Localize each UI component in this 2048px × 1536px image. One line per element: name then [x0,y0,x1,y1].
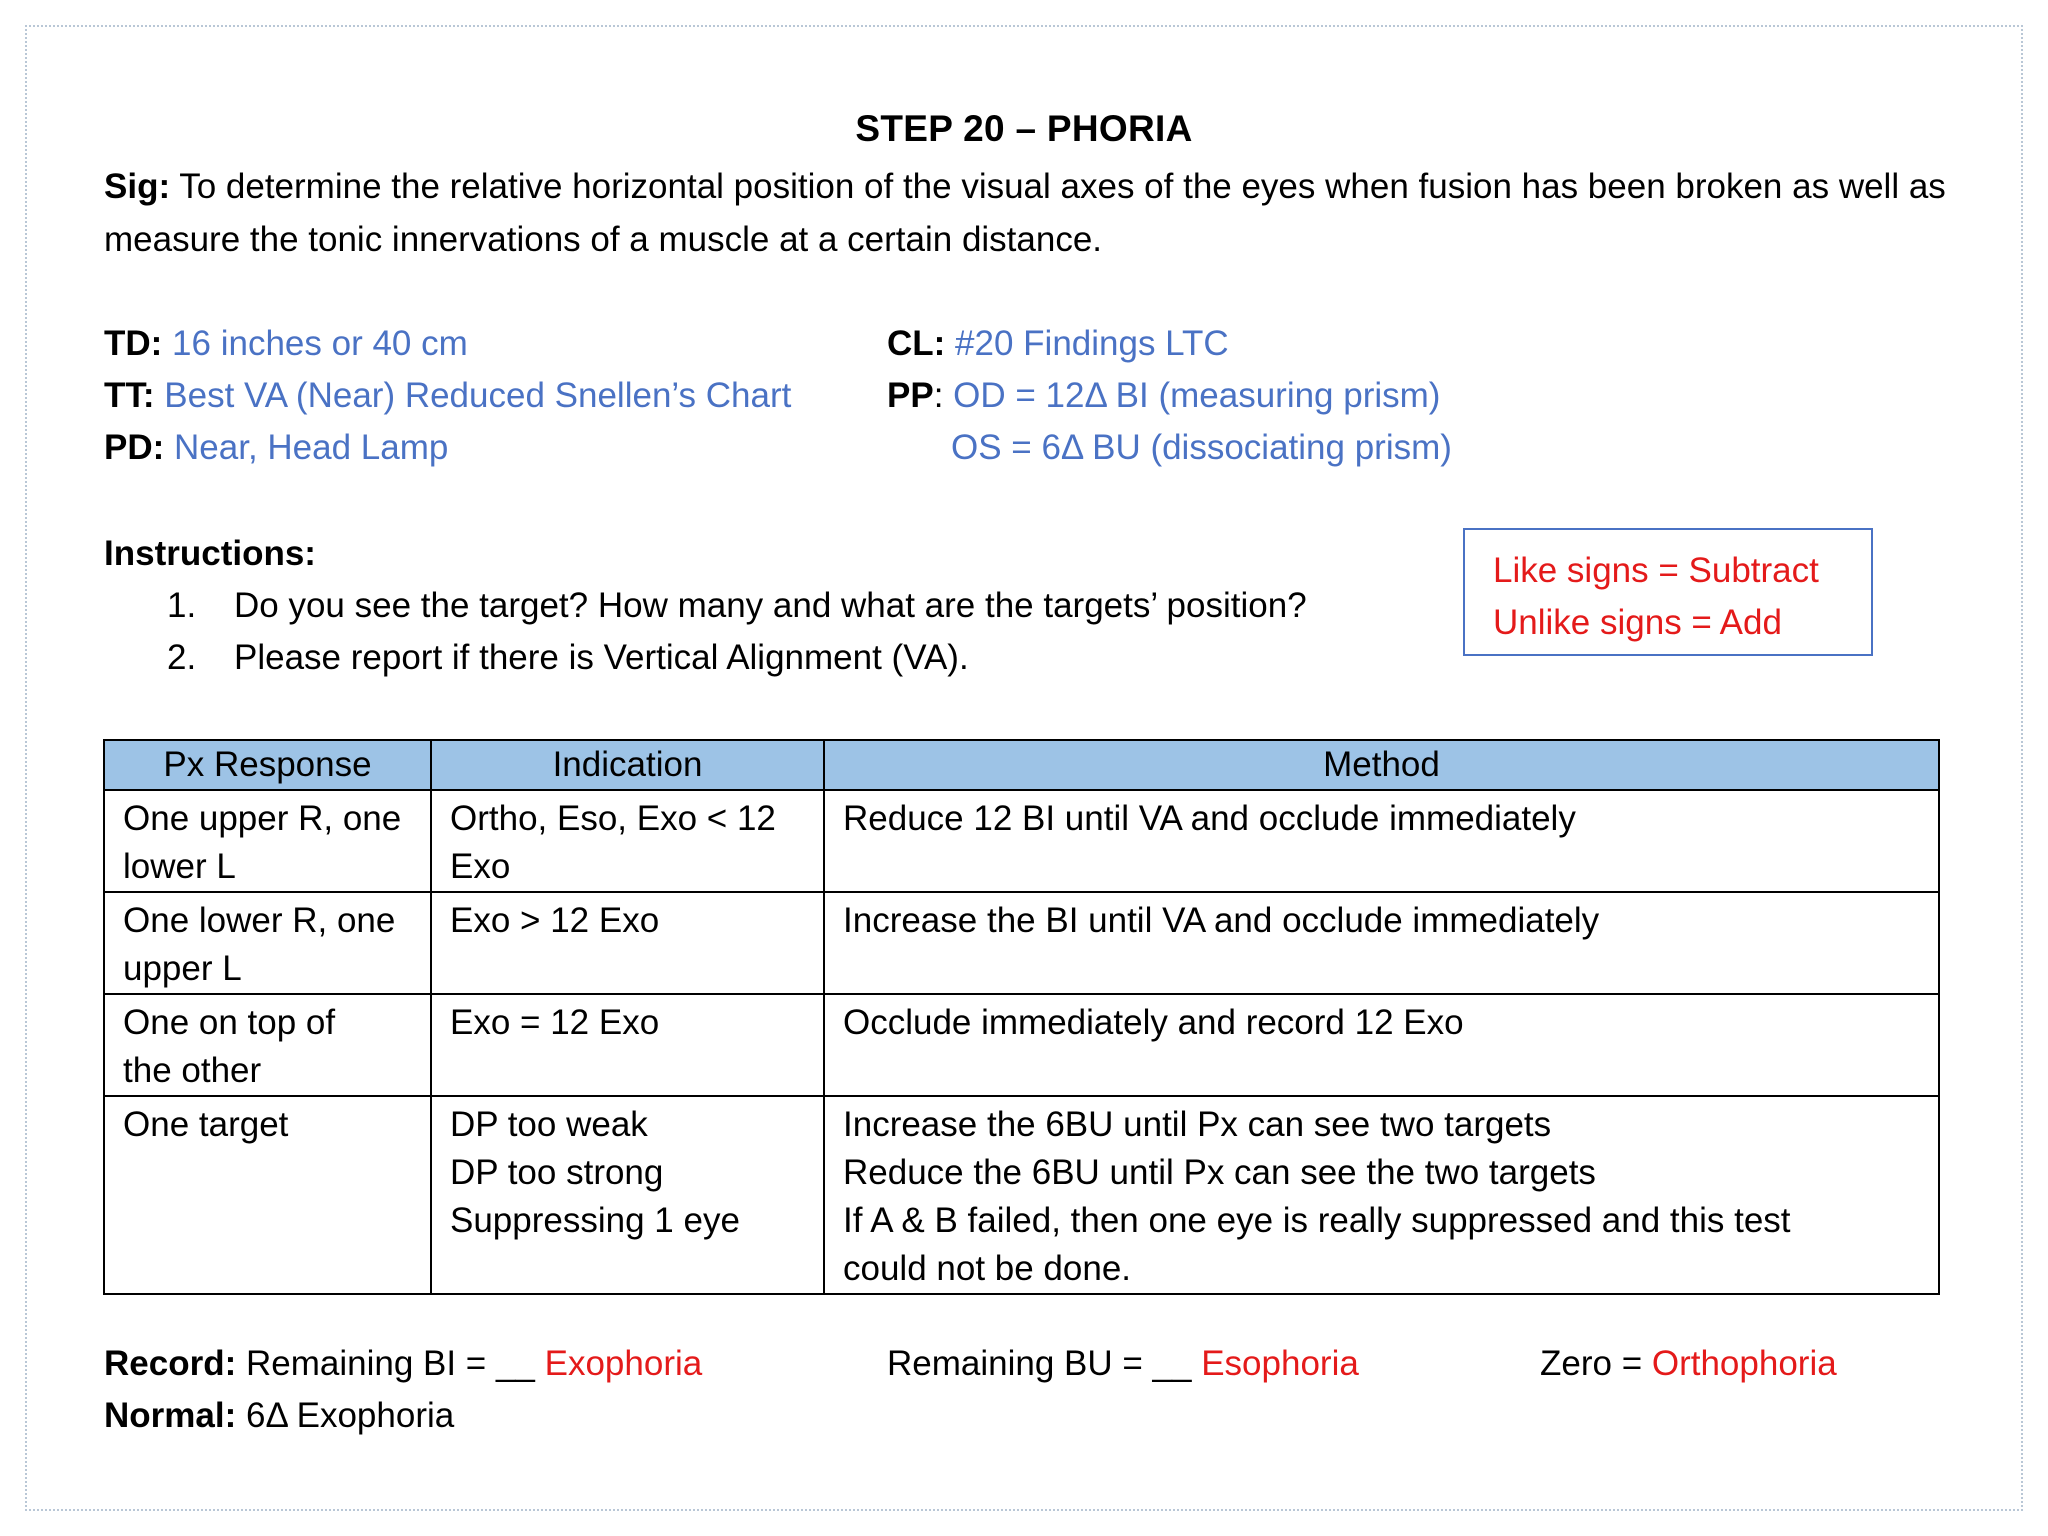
cell-response: One target [104,1096,431,1294]
record-line [104,1338,702,1390]
pd-line [104,422,448,474]
table-row [104,1096,1939,1294]
instruction-num: 1. [167,586,197,625]
instruction-item-2 [167,632,196,684]
instructions-heading-text: Instructions: [104,534,316,573]
normal-value: 6Δ Exophoria [236,1396,455,1435]
td-line [104,318,468,370]
header-px-response: Px Response [104,740,431,790]
cell-response: One upper R, one lower L [104,790,431,892]
cell-indication: Exo = 12 Exo [431,994,824,1096]
record-zero-result: Orthophoria [1651,1344,1837,1383]
pp-line [887,370,1440,422]
sign-rules-box [1463,528,1873,656]
cell-indication: Exo > 12 Exo [431,892,824,994]
record-label: Record: [104,1344,237,1383]
sig-label: Sig: [104,167,171,206]
cell-method: Reduce 12 BI until VA and occlude immediately [824,790,1939,892]
phoria-table [103,739,1940,1295]
td-value: 16 inches or 40 cm [172,324,468,363]
table-row [104,790,1939,892]
record-bu-line [887,1338,1359,1390]
like-signs-rule: Like signs = Subtract [1493,551,1819,590]
cell-response: One on top of the other [104,994,431,1096]
instruction-text-2: Please report if there is Vertical Alignment (VA). [234,638,969,677]
cell-response: One lower R, one upper L [104,892,431,994]
record-zero-line [1540,1338,1837,1390]
cl-label: CL: [887,324,946,363]
cl-value: #20 Findings LTC [955,324,1229,363]
unlike-signs-rule: Unlike signs = Add [1493,603,1782,642]
cell-method: Increase the 6BU until Px can see two targets Reduce the 6BU until Px can see the two targets If A & B failed, then one eye is really suppressed and this test could not be done. [824,1096,1939,1294]
instruction-item-1 [167,580,196,632]
td-label: TD: [104,324,163,363]
cell-indication: Ortho, Eso, Exo < 12 Exo [431,790,824,892]
record-bi-result: Exophoria [544,1344,703,1383]
pd-label: PD: [104,428,165,467]
pp-sep: : [933,376,944,415]
record-zero-text: Zero = [1540,1344,1652,1383]
header-method: Method [824,740,1939,790]
pp-label: PP [887,376,934,415]
table-row [104,994,1939,1096]
cl-line [887,318,1229,370]
record-bu-result: Esophoria [1201,1344,1359,1383]
normal-label: Normal: [104,1396,237,1435]
header-indication: Indication [431,740,824,790]
record-bi-text: Remaining BI = __ [236,1344,545,1383]
record-bu-text: Remaining BU = __ [887,1344,1202,1383]
cell-method: Increase the BI until VA and occlude immediately [824,892,1939,994]
pp-os-value: OS = 6Δ BU (dissociating prism) [951,428,1452,467]
pd-value: Near, Head Lamp [174,428,449,467]
instruction-text-1: Do you see the target? How many and what are the targets’ position? [234,586,1307,625]
table-header-row [104,740,1939,790]
tt-line [104,370,791,422]
cell-indication: DP too weak DP too strong Suppressing 1 eye [431,1096,824,1294]
instruction-num: 2. [167,638,197,677]
table-row [104,892,1939,994]
tt-value: Best VA (Near) Reduced Snellen’s Chart [164,376,792,415]
cell-method: Occlude immediately and record 12 Exo [824,994,1939,1096]
pp-od-value: OD = 12Δ BI (measuring prism) [953,376,1441,415]
significance [104,160,1964,266]
instructions-heading [104,528,316,580]
tt-label: TT: [104,376,155,415]
sig-text: To determine the relative horizontal position of the visual axes of the eyes when fusion has been broken as well as measure the tonic innervations of a muscle at a certain distance. [104,167,1946,259]
normal-line [104,1390,454,1442]
page-title: STEP 20 – PHORIA [855,108,1193,149]
